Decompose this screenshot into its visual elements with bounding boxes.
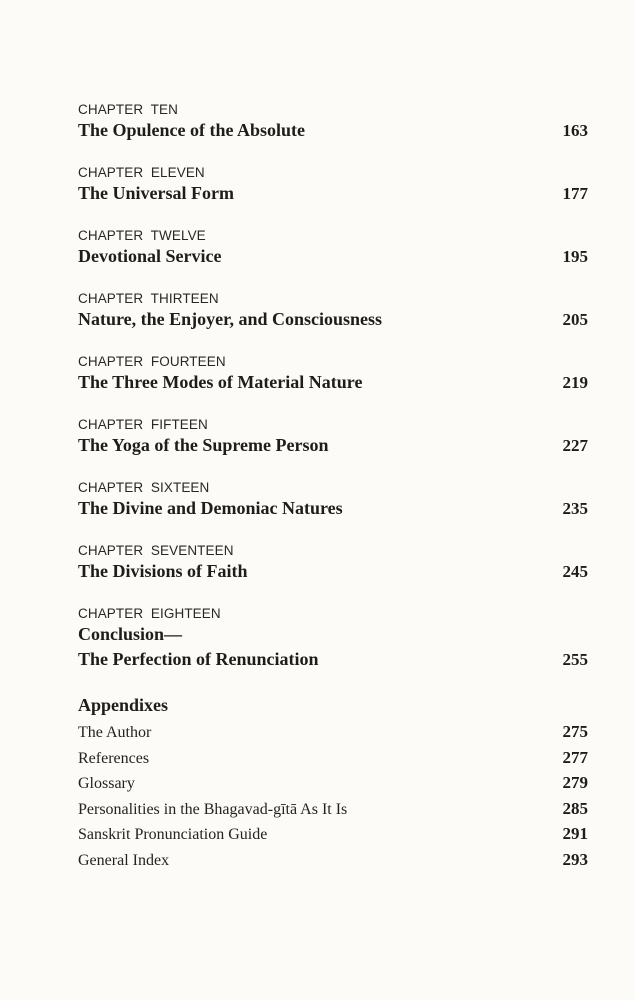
- chapter-title-line: The Universal Form: [78, 183, 234, 203]
- chapter-entry: [78, 353, 590, 395]
- chapter-row: [78, 370, 590, 395]
- chapter-entry: [78, 227, 590, 269]
- chapter-title: [78, 118, 305, 143]
- chapter-title-line: The Yoga of the Supreme Person: [78, 435, 329, 455]
- chapter-page-number: 219: [562, 373, 588, 392]
- chapter-row: [78, 559, 590, 584]
- appendix-title: Sanskrit Pronunciation Guide: [78, 826, 268, 843]
- chapter-label: CHAPTER FIFTEEN: [78, 417, 208, 432]
- appendix-title: Glossary: [78, 775, 135, 792]
- appendix-list: [78, 719, 590, 872]
- chapter-row: [78, 118, 590, 143]
- chapter-entry: [78, 605, 590, 672]
- chapter-title-line: Conclusion—: [78, 624, 183, 644]
- chapter-label: CHAPTER SIXTEEN: [78, 480, 210, 495]
- chapter-row: [78, 433, 590, 458]
- chapter-page-number: 227: [562, 436, 588, 455]
- chapter-label: CHAPTER THIRTEEN: [78, 291, 219, 306]
- chapter-page-number: 245: [562, 562, 588, 581]
- chapter-entry: [78, 479, 590, 521]
- chapter-label: CHAPTER TEN: [78, 102, 178, 117]
- appendixes-section: [78, 693, 590, 872]
- appendix-entry: [78, 719, 590, 745]
- chapter-title-line: The Three Modes of Material Nature: [78, 372, 363, 392]
- chapter-title-line: The Divisions of Faith: [78, 561, 248, 581]
- chapter-title: [78, 433, 329, 458]
- chapter-page-number: 255: [562, 650, 588, 669]
- chapter-title: [78, 244, 221, 269]
- chapter-row: [78, 622, 590, 672]
- appendix-title: References: [78, 749, 150, 767]
- appendix-page-number: 275: [562, 722, 588, 741]
- chapter-entry: [78, 164, 590, 206]
- chapter-title: [78, 496, 343, 521]
- chapter-row: [78, 181, 590, 206]
- chapter-title-line: The Opulence of the Absolute: [78, 120, 306, 140]
- chapter-title-line: Nature, the Enjoyer, and Consciousness: [78, 309, 383, 329]
- chapter-entry: [78, 542, 590, 584]
- appendix-entry: [78, 796, 590, 822]
- appendix-page-number: 279: [562, 773, 588, 792]
- table-of-contents: [78, 101, 590, 872]
- appendix-entry: [78, 745, 590, 771]
- appendix-entry: [78, 847, 590, 873]
- chapter-title: [78, 181, 234, 206]
- appendix-page-number: 277: [562, 747, 588, 767]
- appendix-title: The Author: [78, 724, 152, 741]
- appendix-page-number: 285: [562, 798, 588, 818]
- chapter-label: CHAPTER EIGHTEEN: [78, 606, 221, 621]
- appendix-title: Personalities in the Bhagavad-gītā As It Is: [78, 800, 348, 818]
- chapter-entry: [78, 416, 590, 458]
- appendix-page-number: 293: [562, 849, 588, 869]
- chapter-row: [78, 244, 590, 269]
- chapter-label: CHAPTER ELEVEN: [78, 165, 205, 180]
- chapter-page-number: 177: [562, 184, 588, 203]
- chapter-page-number: 235: [562, 499, 588, 518]
- chapter-title: [78, 307, 382, 332]
- chapter-title: [78, 559, 248, 584]
- chapter-page-number: 163: [562, 121, 588, 140]
- chapter-list: [78, 101, 590, 672]
- chapter-entry: [78, 101, 590, 143]
- appendix-page-number: 291: [562, 824, 588, 843]
- appendix-entry: [78, 821, 590, 847]
- chapter-title: [78, 622, 318, 672]
- appendix-title: General Index: [78, 851, 170, 869]
- chapter-page-number: 205: [562, 310, 588, 329]
- chapter-label: CHAPTER FOURTEEN: [78, 354, 226, 369]
- chapter-label: CHAPTER TWELVE: [78, 228, 206, 243]
- chapter-row: [78, 307, 590, 332]
- chapter-entry: [78, 290, 590, 332]
- chapter-title-line: The Perfection of Renunciation: [78, 649, 319, 669]
- appendixes-heading: Appendixes: [78, 695, 169, 715]
- chapter-title-line: Devotional Service: [78, 246, 222, 266]
- chapter-row: [78, 496, 590, 521]
- appendix-entry: [78, 770, 590, 796]
- chapter-page-number: 195: [562, 247, 588, 266]
- chapter-title-line: The Divine and Demoniac Natures: [78, 498, 343, 518]
- chapter-title: [78, 370, 362, 395]
- chapter-label: CHAPTER SEVENTEEN: [78, 543, 234, 558]
